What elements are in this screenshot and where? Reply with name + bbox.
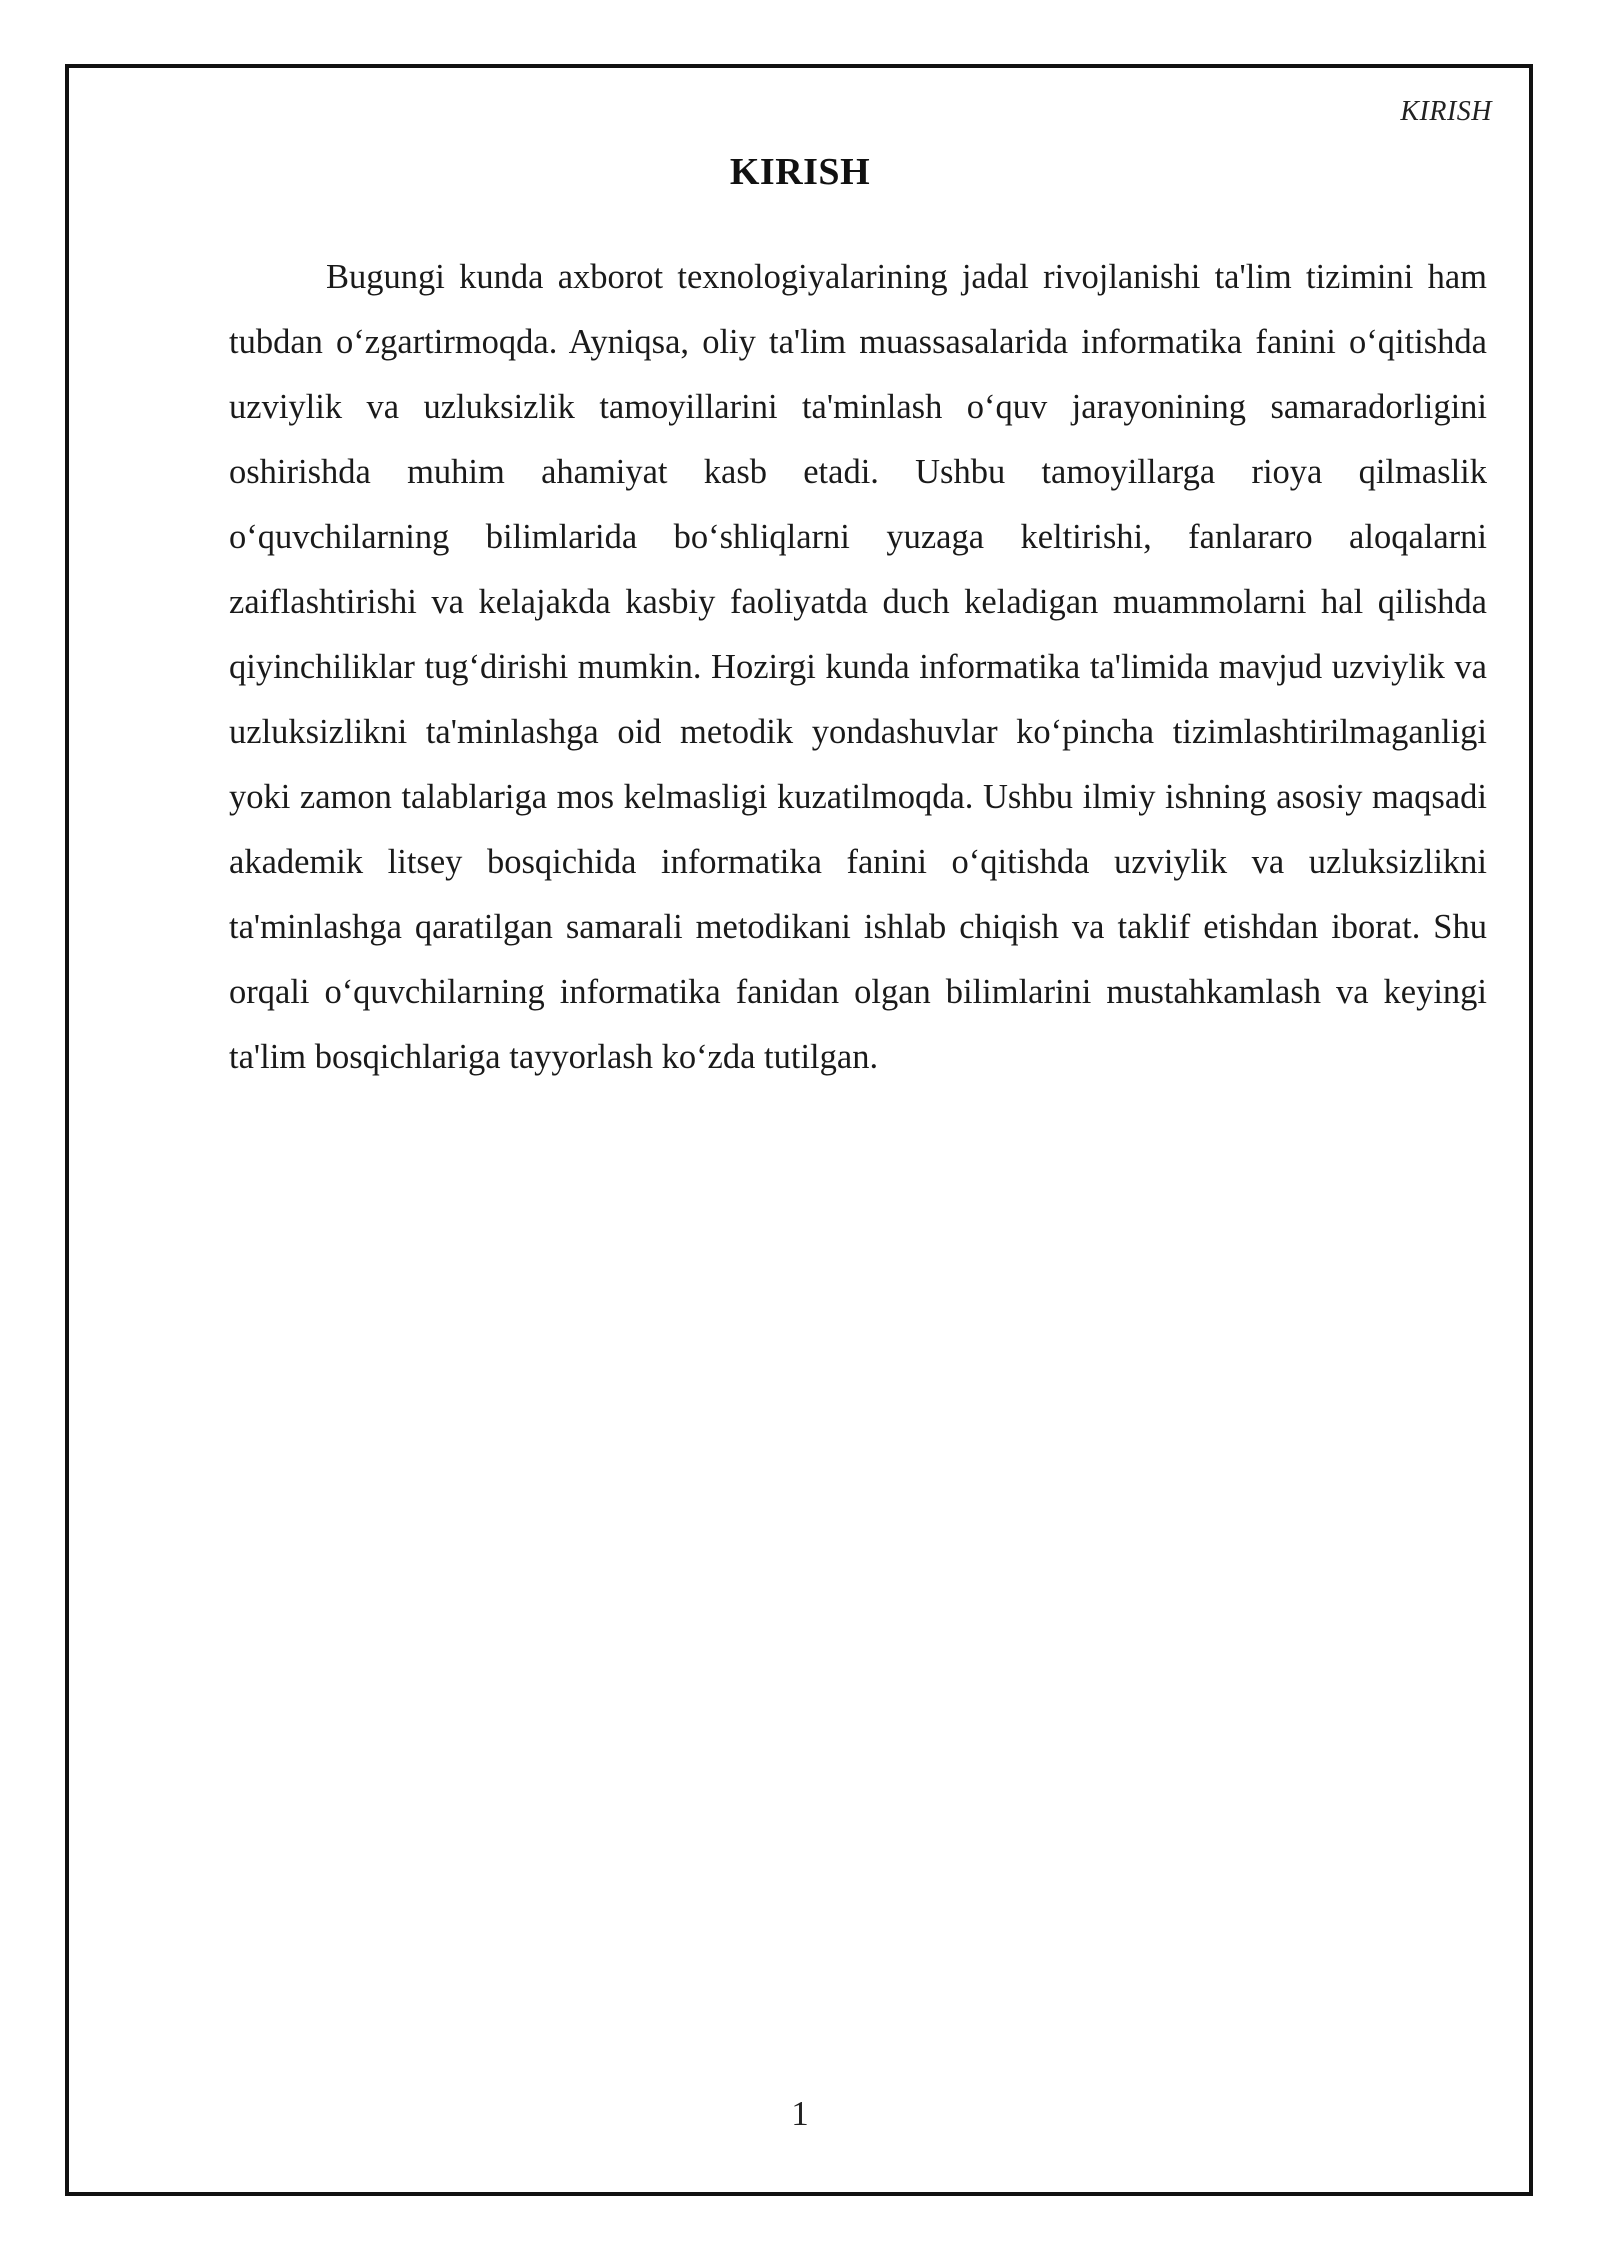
section-title: KIRISH [729,151,871,193]
body-paragraph: Bugungi kunda axborot texnologiyalarining jadal rivojlanishi ta'lim tizimini ham tubdan o‘zgartirmoqda. Ayniqsa, oliy ta'lim muassasalarida informatika fanini o‘qitishda uzviylik va uzluksizlik tamoyillarini ta'minlash o‘quv jarayonining samaradorligini oshirishda muhim ahamiyat kasb etadi. Ushbu tamoyillarga rioya qilmaslik o‘quvchilarning bilimlarida bo‘shliqlarni yuzaga keltirishi, fanlararo aloqalarni zaiflashtirishi va kelajakda kasbiy faoliyatda duch keladigan muammolarni hal qilishda qiyinchiliklar tug‘dirishi mumkin. Hozirgi kunda informatika ta'limida mavjud uzviylik va uzluksizlikni ta'minlashga oid metodik yondashuvlar ko‘pincha tizimlashtirilmaganligi yoki zamon talablariga mos kelmasligi kuzatilmoqda. Ushbu ilmiy ishning asosiy maqsadi akademik litsey bosqichida informatika fanini o‘qitishda uzviylik va uzluksizlikni ta'minlashga qaratilgan samarali metodikani ishlab chiqish va taklif etishdan iborat. Shu orqali o‘quvchilarning informatika fanidan olgan bilimlarini mustahkamlash va keyingi ta'lim bosqichlariga tayyorlash ko‘zda tutilgan. [229,258,1487,1076]
running-header: KIRISH [1400,96,1492,127]
page-number: 1 [791,2094,809,2133]
